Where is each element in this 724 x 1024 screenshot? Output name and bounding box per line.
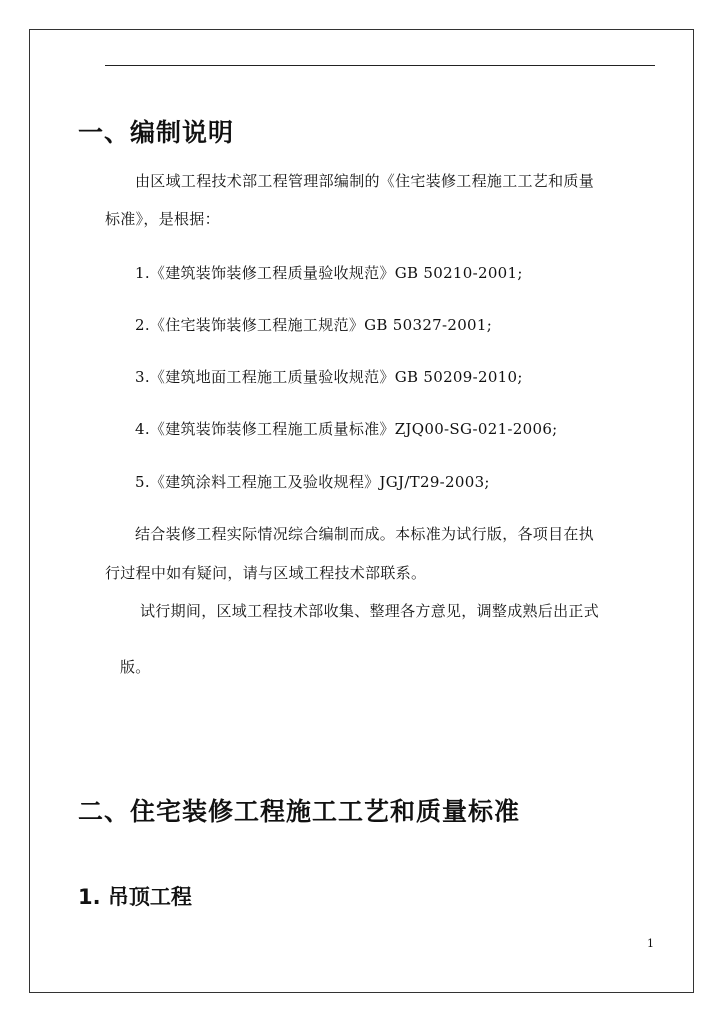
reference-item-5: 5.《建筑涂料工程施工及验收规程》JGJ/T29-2003; bbox=[135, 473, 490, 491]
note-line-2: 行过程中如有疑问，请与区域工程技术部联系。 bbox=[105, 564, 427, 582]
section-2-title: 二、住宅装修工程施工工艺和质量标准 bbox=[78, 797, 521, 826]
reference-item-2: 2.《住宅装饰装修工程施工规范》GB 50327-2001; bbox=[135, 316, 493, 334]
section-1-title: 一、编制说明 bbox=[78, 118, 235, 147]
reference-item-1: 1.《建筑装饰装修工程质量验收规范》GB 50210-2001; bbox=[135, 264, 523, 282]
reference-item-3: 3.《建筑地面工程施工质量验收规范》GB 50209-2010; bbox=[135, 368, 523, 386]
subsection-1-title: 1. 吊顶工程 bbox=[78, 885, 192, 909]
note-line-1: 结合装修工程实际情况综合编制而成。本标准为试行版，各项目在执 bbox=[135, 525, 595, 543]
header-rule bbox=[105, 65, 655, 66]
trial-line-1: 试行期间，区域工程技术部收集、整理各方意见，调整成熟后出正式 bbox=[140, 602, 600, 620]
intro-line-2: 标准》，是根据： bbox=[105, 210, 220, 228]
page-number: 1 bbox=[647, 937, 654, 950]
intro-line-1: 由区域工程技术部工程管理部编制的《住宅装修工程施工工艺和质量 bbox=[135, 172, 595, 190]
trial-line-2: 版。 bbox=[120, 658, 151, 676]
reference-item-4: 4.《建筑装饰装修工程施工质量标准》ZJQ00-SG-021-2006; bbox=[135, 420, 558, 438]
